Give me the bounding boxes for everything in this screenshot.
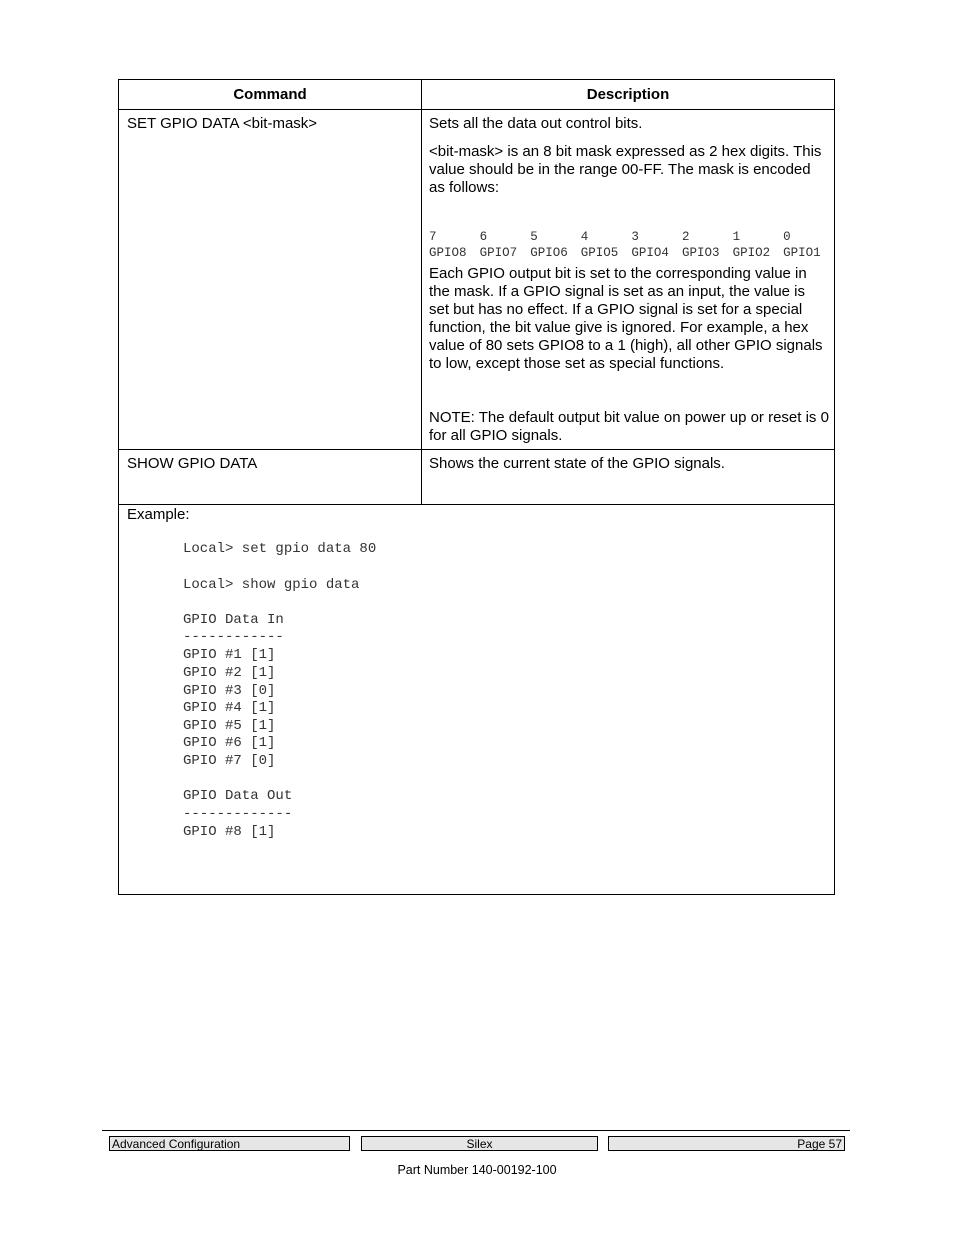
bit-index: 4 <box>580 230 589 244</box>
header-command: Command <box>233 86 307 103</box>
gpio-in-line: GPIO #4 [1] <box>183 700 276 716</box>
gpio-out-rule: ------------- <box>183 806 293 822</box>
bit-index: 0 <box>783 230 791 244</box>
example-divider <box>119 504 834 505</box>
set-gpio-desc-note: NOTE: The default output bit value on power up or reset is 0 for all GPIO signals. <box>429 409 829 444</box>
part-number: Part Number 140-00192-100 <box>397 1163 557 1177</box>
row-divider <box>119 449 834 450</box>
bit-index: 7 <box>429 230 437 244</box>
row-set-gpio-command: SET GPIO DATA <bit-mask> <box>127 115 318 132</box>
row-show-gpio-command: SHOW GPIO DATA <box>127 455 258 472</box>
gpio-in-line: GPIO #2 [1] <box>183 665 276 681</box>
gpio-out-line: GPIO #8 [1] <box>183 824 276 840</box>
gpio-in-line: GPIO #5 [1] <box>183 718 276 734</box>
gpio-in-line: GPIO #6 [1] <box>183 735 276 751</box>
gpio-name: GPIO8 <box>429 246 467 260</box>
gpio-in-line: GPIO #1 [1] <box>183 647 276 663</box>
gpio-name: GPIO6 <box>530 246 568 260</box>
gpio-in-rule: ------------ <box>183 629 284 645</box>
set-gpio-desc-p3: Each GPIO output bit is set to the corresponding value in the mask. If a GPIO signal is set as an input, the value is set but has no effect. If a GPIO signal is set for a special function, the bit value give is ignored. For example, a hex value of 80 sets GPIO8 to a 1 (high), all other GPIO signals to low, except those set as special functions. <box>429 265 823 372</box>
gpio-name: GPIO3 <box>681 246 720 260</box>
example-label: Example: <box>127 506 190 523</box>
show-gpio-desc: Shows the current state of the GPIO signals. <box>429 455 725 472</box>
footer-rule <box>102 1130 850 1131</box>
command-table <box>118 79 835 895</box>
header-divider <box>119 109 834 110</box>
footer-section: Advanced Configuration <box>109 1136 350 1151</box>
gpio-out-title: GPIO Data Out <box>183 788 293 804</box>
footer-page-number: Page 57 <box>608 1136 845 1151</box>
gpio-name: GPIO2 <box>732 246 771 260</box>
gpio-in-title: GPIO Data In <box>183 612 284 628</box>
bit-index: 1 <box>732 230 741 244</box>
example-cmd-set: Local> set gpio data 80 <box>183 541 377 557</box>
bit-index: 3 <box>631 230 639 244</box>
gpio-name: GPIO4 <box>631 246 669 260</box>
bit-index: 2 <box>681 230 690 244</box>
set-gpio-desc-p2: <bit-mask> is an 8 bit mask expressed as 2 hex digits. This value should be in the range 00-FF. The mask is encoded as follows: <box>429 143 822 196</box>
bit-index: 6 <box>479 230 488 244</box>
set-gpio-desc-p1: Sets all the data out control bits. <box>429 115 643 132</box>
gpio-name: GPIO1 <box>783 246 821 260</box>
footer-company: Silex <box>361 1136 598 1151</box>
gpio-in-line: GPIO #3 [0] <box>183 683 276 699</box>
gpio-name: GPIO5 <box>580 246 619 260</box>
example-cmd-show: Local> show gpio data <box>183 577 360 593</box>
bit-index: 5 <box>530 230 538 244</box>
gpio-name: GPIO7 <box>479 246 518 260</box>
gpio-in-line: GPIO #7 [0] <box>183 753 276 769</box>
column-divider <box>421 80 422 505</box>
header-description: Description <box>586 86 670 103</box>
